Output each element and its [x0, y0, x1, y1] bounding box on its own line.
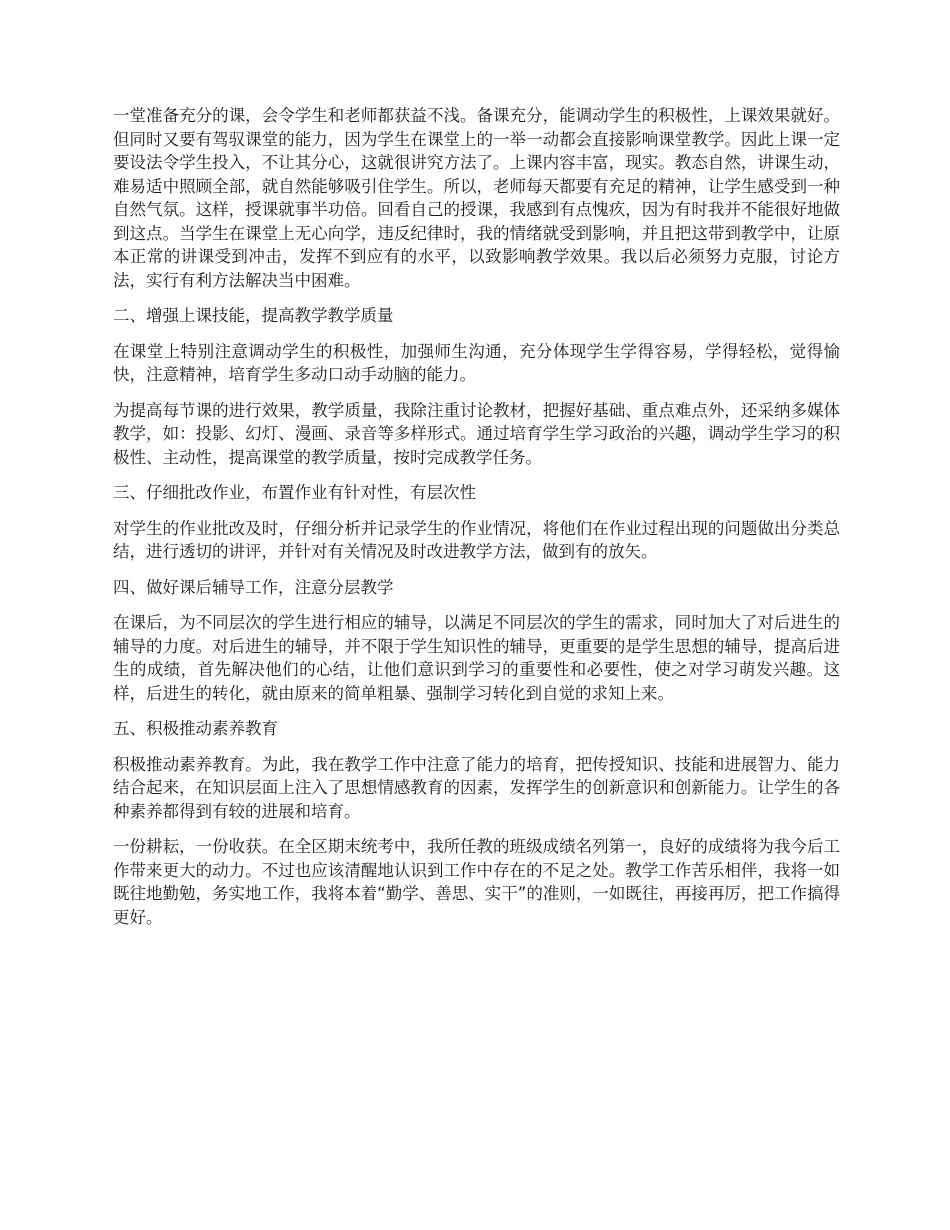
section-heading-5: 五、积极推动素养教育	[113, 719, 278, 738]
section-heading-3: 三、仔细批改作业，布置作业有针对性，有层次性	[113, 483, 476, 502]
intro-paragraph: 一堂准备充分的课，会令学生和老师都获益不浅。备课充分，能调动学生的积极性，上课效果就好。但同时又要有驾驭课堂的能力，因为学生在课堂上的一举一动都会直接影响课堂教学。因此上课一定要设法令学生投入，不让其分心，这就很讲究方法了。上课内容丰富，现实。教态自然，讲课生动，难易适中照顾全部，就自然能够吸引住学生。所以，老师每天都要有充足的精神，让学生感受到一种自然气氛。这样，授课就事半功倍。回看自己的授课，我感到有点愧疚，因为有时我并不能很好地做到这点。当学生在课堂上无心向学，违反纪律时，我的情绪就受到影响，并且把这带到教学中，让原本正常的讲课受到冲击，发挥不到应有的水平，以致影响教学效果。我以后必须努力克服，讨论方法，实行有利方法解决当中困难。	[113, 106, 840, 290]
closing-paragraph: 一份耕耘，一份收获。在全区期末统考中，我所任教的班级成绩名列第一，良好的成绩将为我今后工作带来更大的动力。不过也应该清醒地认识到工作中存在的不足之处。教学工作苦乐相伴，我将一如既往地勤勉，务实地工作，我将本着“勤学、善思、实干”的准则，一如既往，再接再厉，把工作搞得更好。	[113, 837, 840, 927]
section-5-paragraph-1: 积极推动素养教育。为此，我在教学工作中注意了能力的培育，把传授知识、技能和进展智力、能力结合起来，在知识层面上注入了思想情感教育的因素，发挥学生的创新意识和创新能力。让学生的各种素养都得到有较的进展和培育。	[113, 754, 840, 821]
section-2-paragraph-1: 在课堂上特别注意调动学生的积极性，加强师生沟通，充分体现学生学得容易，学得轻松，觉得愉快，注意精神，培育学生多动口动手动脑的能力。	[113, 341, 840, 384]
section-2-paragraph-2: 为提高每节课的进行效果，教学质量，我除注重讨论教材，把握好基础、重点难点外，还采纳多媒体教学，如：投影、幻灯、漫画、录音等多样形式。通过培育学生学习政治的兴趣，调动学生学习的积极性、主动性，提高课堂的教学质量，按时完成教学任务。	[113, 400, 840, 467]
section-3-paragraph-1: 对学生的作业批改及时，仔细分析并记录学生的作业情况，将他们在作业过程出现的问题做出分类总结，进行透切的讲评，并针对有关情况及时改进教学方法，做到有的放矢。	[113, 518, 840, 561]
document-body	[113, 104, 840, 941]
section-heading-4: 四、做好课后辅导工作，注意分层教学	[113, 577, 394, 597]
section-4-paragraph-1: 在课后，为不同层次的学生进行相应的辅导，以满足不同层次的学生的需求，同时加大了对后进生的辅导的力度。对后进生的辅导，并不限于学生知识性的辅导，更重要的是学生思想的辅导，提高后进生的成绩，首先解决他们的心结，让他们意识到学习的重要性和必要性，使之对学习萌发兴趣。这样，后进生的转化，就由原来的简单粗暴、强制学习转化到自觉的求知上来。	[113, 613, 840, 703]
section-heading-2: 二、增强上课技能，提高教学教学质量	[113, 306, 394, 325]
